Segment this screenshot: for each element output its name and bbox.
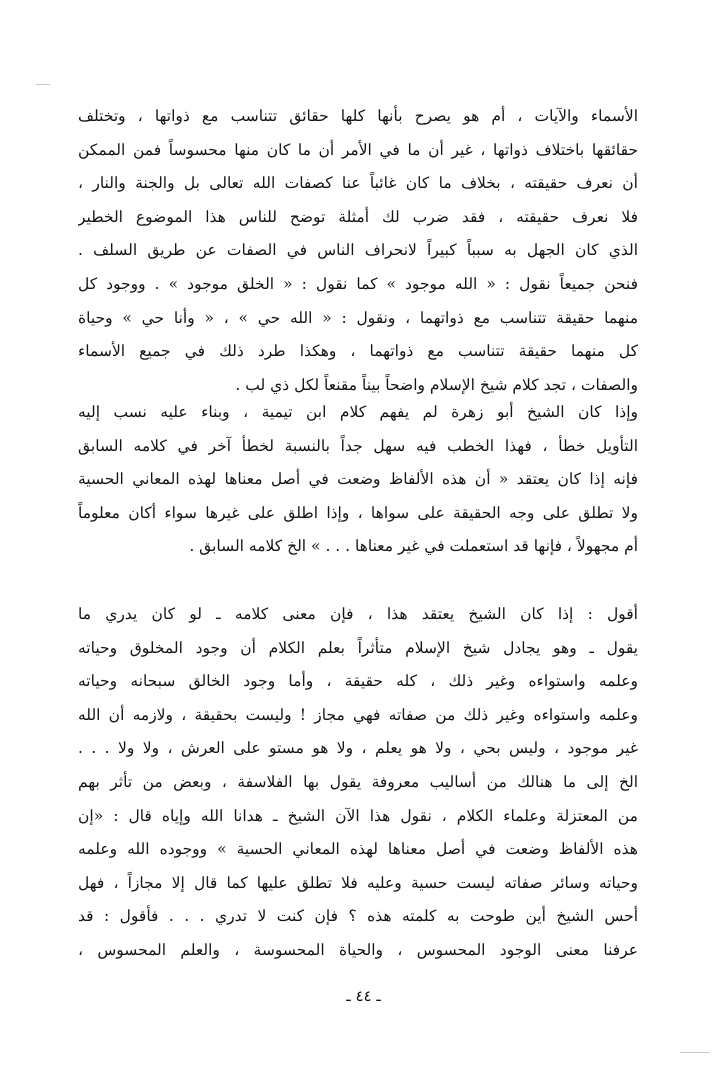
text-line: فلا نعرف حقيقته ، فقد ضرب لك أمثلة توضح للناس هذا الموضوع الخطير [78, 207, 638, 226]
text-line: الذي كان الجهل به سبباً كبيراً لانحراف الناس في الصفات عن طريق السلف . [78, 241, 638, 260]
page-number: ـ ٤٤ ـ [346, 987, 381, 1005]
text-line: والصفات ، تجد كلام شيخ الإسلام واضحاً بيناً مقنعاً لكل ذي لب . [235, 375, 638, 394]
text-line: هذه الألفاظ وضعت في أصل معناها لهذه المعاني الحسية » ووجوده الله وعلمه [78, 840, 638, 859]
scan-edge-mark [36, 84, 50, 85]
text-line: يقول ـ وهو يجادل شيخ الإسلام متأثراً بعلم الكلام أن وجود المخلوق وحياته [78, 638, 638, 657]
scan-edge-mark [680, 1052, 710, 1053]
text-line: منهما حقيقة تتناسب مع ذواتهما ، ونقول : « الله حي » ، « وأنا حي » وحياة [78, 308, 638, 327]
text-line: وإذا كان الشيخ أبو زهرة لم يفهم كلام ابن تيمية ، وبناء عليه نسب إليه [78, 403, 638, 421]
text-line: كل منهما حقيقة تتناسب مع ذواتهما ، وهكذا طرد ذلك في جميع الأسماء [78, 342, 638, 361]
text-line: من المعتزلة وعلماء الكلام ، نقول هذا الآن الشيخ ـ هدانا الله وإياه قال : «إن [78, 806, 638, 825]
text-line: الأسماء والآيات ، أم هو يصرح بأنها كلها حقائق تتناسب مع ذواتها ، وتختلف [78, 107, 638, 125]
text-line: فإنه إذا كان يعتقد « أن هذه الألفاظ وضعت في أصل معناها لهذه المعاني الحسية [78, 470, 638, 489]
text-line: عرفنا معنى الوجود المحسوس ، والحياة المحسوسة ، والعلم المحسوس ، [78, 940, 638, 959]
paragraph-2 [78, 396, 638, 564]
text-line: فنحن جميعاً نقول : « الله موجود » كما نقول : « الخلق موجود » . ووجود كل [78, 274, 638, 293]
text-line: أم مجهولاً ، فإنها قد استعملت في غير معناها . . . » الخ كلامه السابق . [189, 537, 638, 556]
text-line: أقول : إذا كان الشيخ يعتقد هذا ، فإن معنى كلامه ـ لو كان يدري ما [78, 605, 638, 623]
text-line: الخ إلى ما هنالك من أساليب معروفة يقول بها الفلاسفة ، وبعض من تأثر بهم [78, 772, 638, 791]
text-line: وعلمه واستواءه وغير ذلك من صفاته فهي مجاز ! وليست بحقيقة ، ولازمه أن الله [78, 705, 638, 724]
text-line: التأويل خطأ ، فهذا الخطب فيه سهل جداً بالنسبة لخطأ آخر في كلامه السابق [78, 436, 638, 455]
text-line: ولا تطلق على وجه الحقيقة على سواها ، وإذا اطلق على غيرها سواء أكان معلوماً [78, 503, 638, 522]
text-line: وعلمه واستواءه وغير ذلك ، كله حقيقة ، وأما وجود الخالق سبحانه وحياته [78, 672, 638, 691]
paragraph-3 [78, 598, 638, 968]
paragraph-1 [78, 100, 638, 402]
text-line: غير موجود ، وليس بحي ، ولا هو يعلم ، ولا هو مستو على العرش ، ولا ولا . . . [78, 739, 638, 758]
text-line: أحس الشيخ أين طوحت به كلمته هذه ؟ فإن كنت لا تدري . . . فأقول : قد [78, 907, 638, 926]
text-line: وحياته وسائر صفاته ليست حسية وعليه فلا تطلق عليها كما قال إلا مجازاً ، فهل [78, 873, 638, 892]
text-line: أن نعرف حقيقته ، بخلاف ما كان غائباً عنا كصفات الله تعالى بل والجنة والنار ، [78, 174, 638, 193]
text-line: حقائقها باختلاف ذواتها ، غير أن ما في الأمر أن ما كان منها محسوساً فمن الممكن [78, 140, 638, 159]
